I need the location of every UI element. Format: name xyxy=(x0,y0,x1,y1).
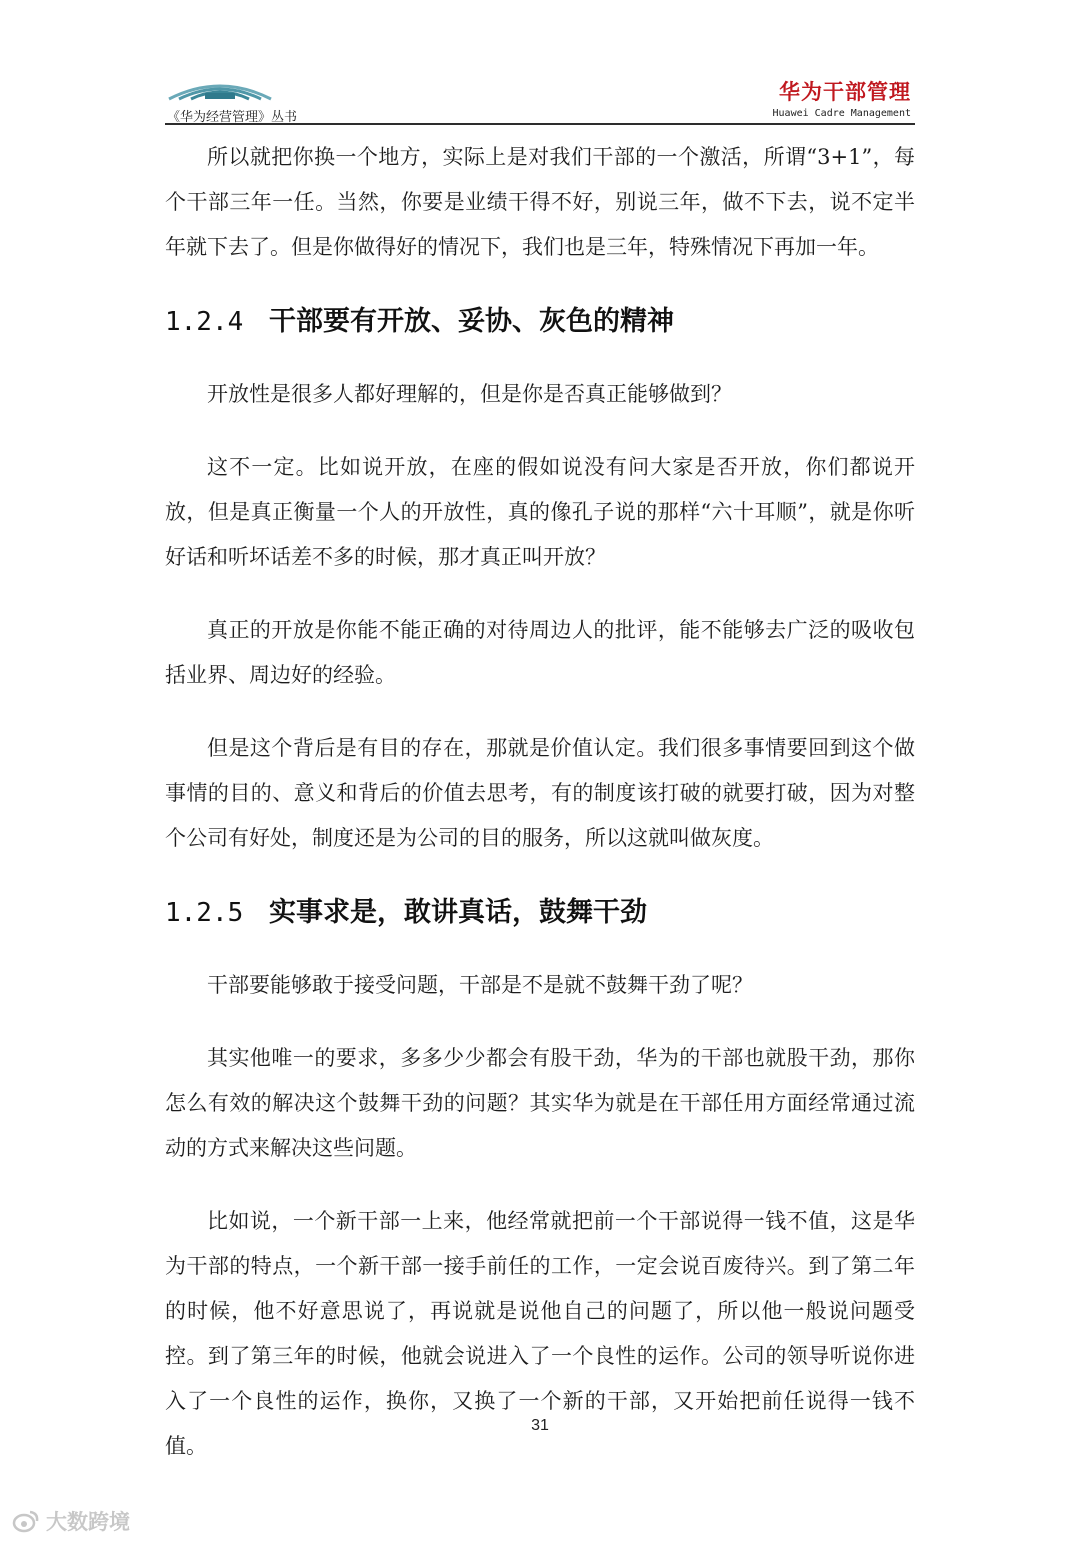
section-heading-1-2-4 xyxy=(165,298,915,346)
brand-title: 华为干部管理 xyxy=(779,80,911,104)
paragraph: 干部要能够敢于接受问题，干部是不是就不鼓舞干劲了呢？ xyxy=(207,973,753,997)
page-body xyxy=(165,135,915,1497)
page-number: 31 xyxy=(531,1417,549,1434)
paragraph: 真正的开放是你能不能正确的对待周边人的批评，能不能够去广泛的吸收包括业界、周边好的经验。 xyxy=(165,618,915,687)
section-number: 1.2.4 xyxy=(165,307,244,337)
watermark xyxy=(12,1508,130,1534)
paragraph: 这不一定。比如说开放，在座的假如说没有问大家是否开放，你们都说开放，但是真正衡量一个人的开放性，真的像孔子说的那样“六十耳顺”，就是你听好话和听坏话差不多的时候，那才真正叫开放？ xyxy=(165,455,915,569)
stacked-roof-logo-icon xyxy=(165,75,275,103)
watermark-text: 大数跨境 xyxy=(46,1510,130,1534)
paragraph: 其实他唯一的要求，多多少少都会有股干劲，华为的干部也就股干劲，那你怎么有效的解决这个鼓舞干劲的问题？其实华为就是在干部任用方面经常通过流动的方式来解决这些问题。 xyxy=(165,1046,915,1160)
page-header xyxy=(165,70,915,126)
weibo-like-logo-icon xyxy=(12,1509,40,1533)
paragraph: 但是这个背后是有目的存在，那就是价值认定。我们很多事情要回到这个做事情的目的、意义和背后的价值去思考，有的制度该打破的就要打破，因为对整个公司有好处，制度还是为公司的目的服务，所以这就叫做灰度。 xyxy=(165,736,915,850)
section-number: 1.2.5 xyxy=(165,898,244,928)
section-title: 干部要有开放、妥协、灰色的精神 xyxy=(269,306,674,337)
paragraph: 比如说，一个新干部一上来，他经常就把前一个干部说得一钱不值，这是华为干部的特点，一个新干部一接手前任的工作，一定会说百废待兴。到了第二年的时候，他不好意思说了，再说就是说他自己的问题了，所以他一般说问题受控。到了第三年的时候，他就会说进入了一个良性的运作。公司的领导听说你进入了一个良性的运作，换你，又换了一个新的干部，又开始把前任说得一钱不值。 xyxy=(165,1209,915,1458)
paragraph: 所以就把你换一个地方，实际上是对我们干部的一个激活，所谓“3+1”，每个干部三年一任。当然，你要是业绩干得不好，别说三年，做不下去，说不定半年就下去了。但是你做得好的情况下，我们也是三年，特殊情况下再加一年。 xyxy=(165,145,915,259)
section-title: 实事求是，敢讲真话，鼓舞干劲 xyxy=(269,897,647,928)
section-heading-1-2-5 xyxy=(165,889,915,937)
paragraph: 开放性是很多人都好理解的，但是你是否真正能够做到？ xyxy=(207,382,732,406)
header-divider xyxy=(165,123,915,125)
series-title: 《华为经营管理》丛书 xyxy=(167,110,298,125)
brand-subtitle: Huawei Cadre Management xyxy=(772,108,911,119)
